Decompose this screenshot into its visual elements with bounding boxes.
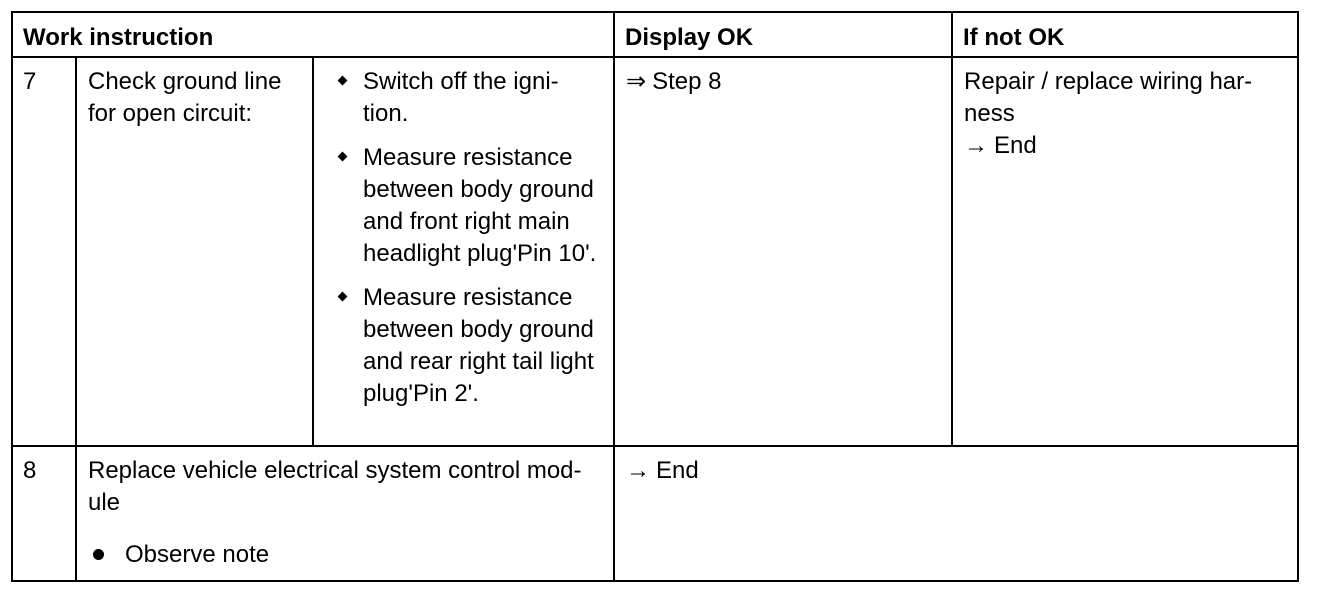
step-description [76, 446, 614, 581]
step-title: Replace vehicle electrical system control mod- ule [88, 457, 582, 516]
display-ok-cell [614, 57, 952, 446]
header-row [12, 12, 1298, 57]
if-not-ok-text: Repair / replace wiring har- ness [964, 68, 1253, 127]
diamond-bullet-icon [338, 152, 348, 162]
if-not-ok-cell [952, 57, 1298, 446]
header-display-ok: Display OK [614, 12, 952, 57]
diamond-bullet-icon [338, 292, 348, 302]
step-number: 7 [12, 57, 76, 446]
table-row [12, 57, 1298, 446]
list-item [325, 142, 603, 270]
step-actions [313, 57, 614, 446]
display-ok-cell [614, 446, 1298, 581]
diamond-bullet-icon [338, 76, 348, 86]
bullet-text: Measure resistance between body ground and front right main headlight plug'Pin 10'. [363, 144, 597, 267]
note-item [88, 539, 603, 571]
end-text: End [994, 132, 1037, 159]
work-instruction-table [11, 11, 1299, 582]
header-if-not-ok: If not OK [952, 12, 1298, 57]
arrow-right-icon: → [964, 132, 989, 159]
step-title: Check ground line for open circuit: [76, 57, 313, 446]
bullet-text: Switch off the igni- tion. [363, 68, 559, 127]
note-text: Observe note [125, 541, 270, 568]
list-item [325, 66, 603, 130]
round-bullet-icon [93, 549, 104, 560]
double-arrow-icon: ⇒ [626, 68, 647, 95]
step-number: 8 [12, 446, 76, 581]
display-ok-text: Step 8 [652, 68, 722, 95]
header-work-instruction: Work instruction [12, 12, 614, 57]
bullet-text: Measure resistance between body ground and rear right tail light plug'Pin 2'. [363, 284, 594, 407]
table-row [12, 446, 1298, 581]
arrow-right-icon: → [626, 457, 651, 484]
display-ok-text: End [656, 457, 699, 484]
list-item [325, 282, 603, 410]
